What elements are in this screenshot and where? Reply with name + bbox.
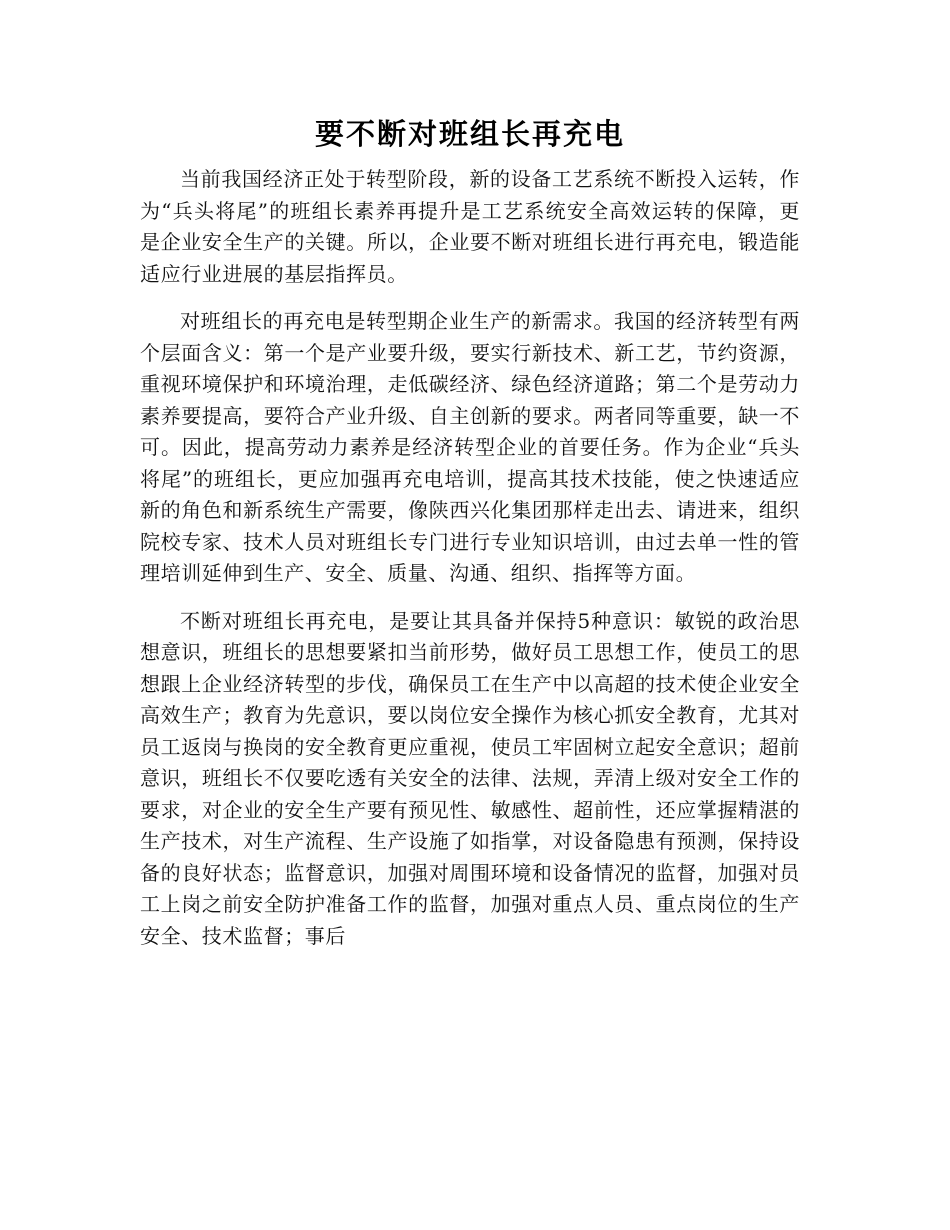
paragraph-demand: 对班组长的再充电是转型期企业生产的新需求。我国的经济转型有两个层面含义：第一个是产业要升级，要实行新技术、新工艺，节约资源，重视环境保护和环境治理，走低碳经济、绿色经济道路；第二个是劳动力素养要提高，要符合产业升级、自主创新的要求。两者同等重要，缺一不可。因此，提高劳动力素养是经济转型企业的首要任务。作为企业“兵头将尾”的班组长，更应加强再充电培训，提高其技术技能，使之快速适应新的角色和新系统生产需要，像陕西兴化集团那样走出去、请进来，组织院校专家、技术人员对班组长专门进行专业知识培训，由过去单一性的管理培训延伸到生产、安全、质量、沟通、组织、指挥等方面。 <box>140 309 800 585</box>
paragraph-awareness: 不断对班组长再充电，是要让其具备并保持5种意识：敏锐的政治思想意识，班组长的思想要紧扣当前形势，做好员工思想工作，使员工的思想跟上企业经济转型的步伐，确保员工在生产中以高超的技术使企业安全高效生产；教育为先意识，要以岗位安全操作为核心抓安全教育，尤其对员工返岗与换岗的安全教育更应重视，使员工牢固树立起安全意识；超前意识，班组长不仅要吃透有关安全的法律、法规，弄清上级对安全工作的要求，对企业的安全生产要有预见性、敏感性、超前性，还应掌握精湛的生产技术，对生产流程、生产设施了如指掌，对设备隐患有预测，保持设备的良好状态；监督意识，加强对周围环境和设备情况的监督，加强对员工上岗之前安全防护准备工作的监督，加强对重点人员、重点岗位的生产安全、技术监督；事后 <box>140 608 800 948</box>
document-title: 要不断对班组长再充电 <box>314 117 625 151</box>
paragraph-intro: 当前我国经济正处于转型阶段，新的设备工艺系统不断投入运转，作为“兵头将尾”的班组长素养再提升是工艺系统安全高效运转的保障，更是企业安全生产的关键。所以，企业要不断对班组长进行再充电，锻造能适应行业进展的基层指挥员。 <box>140 167 800 286</box>
document-body <box>140 108 800 968</box>
